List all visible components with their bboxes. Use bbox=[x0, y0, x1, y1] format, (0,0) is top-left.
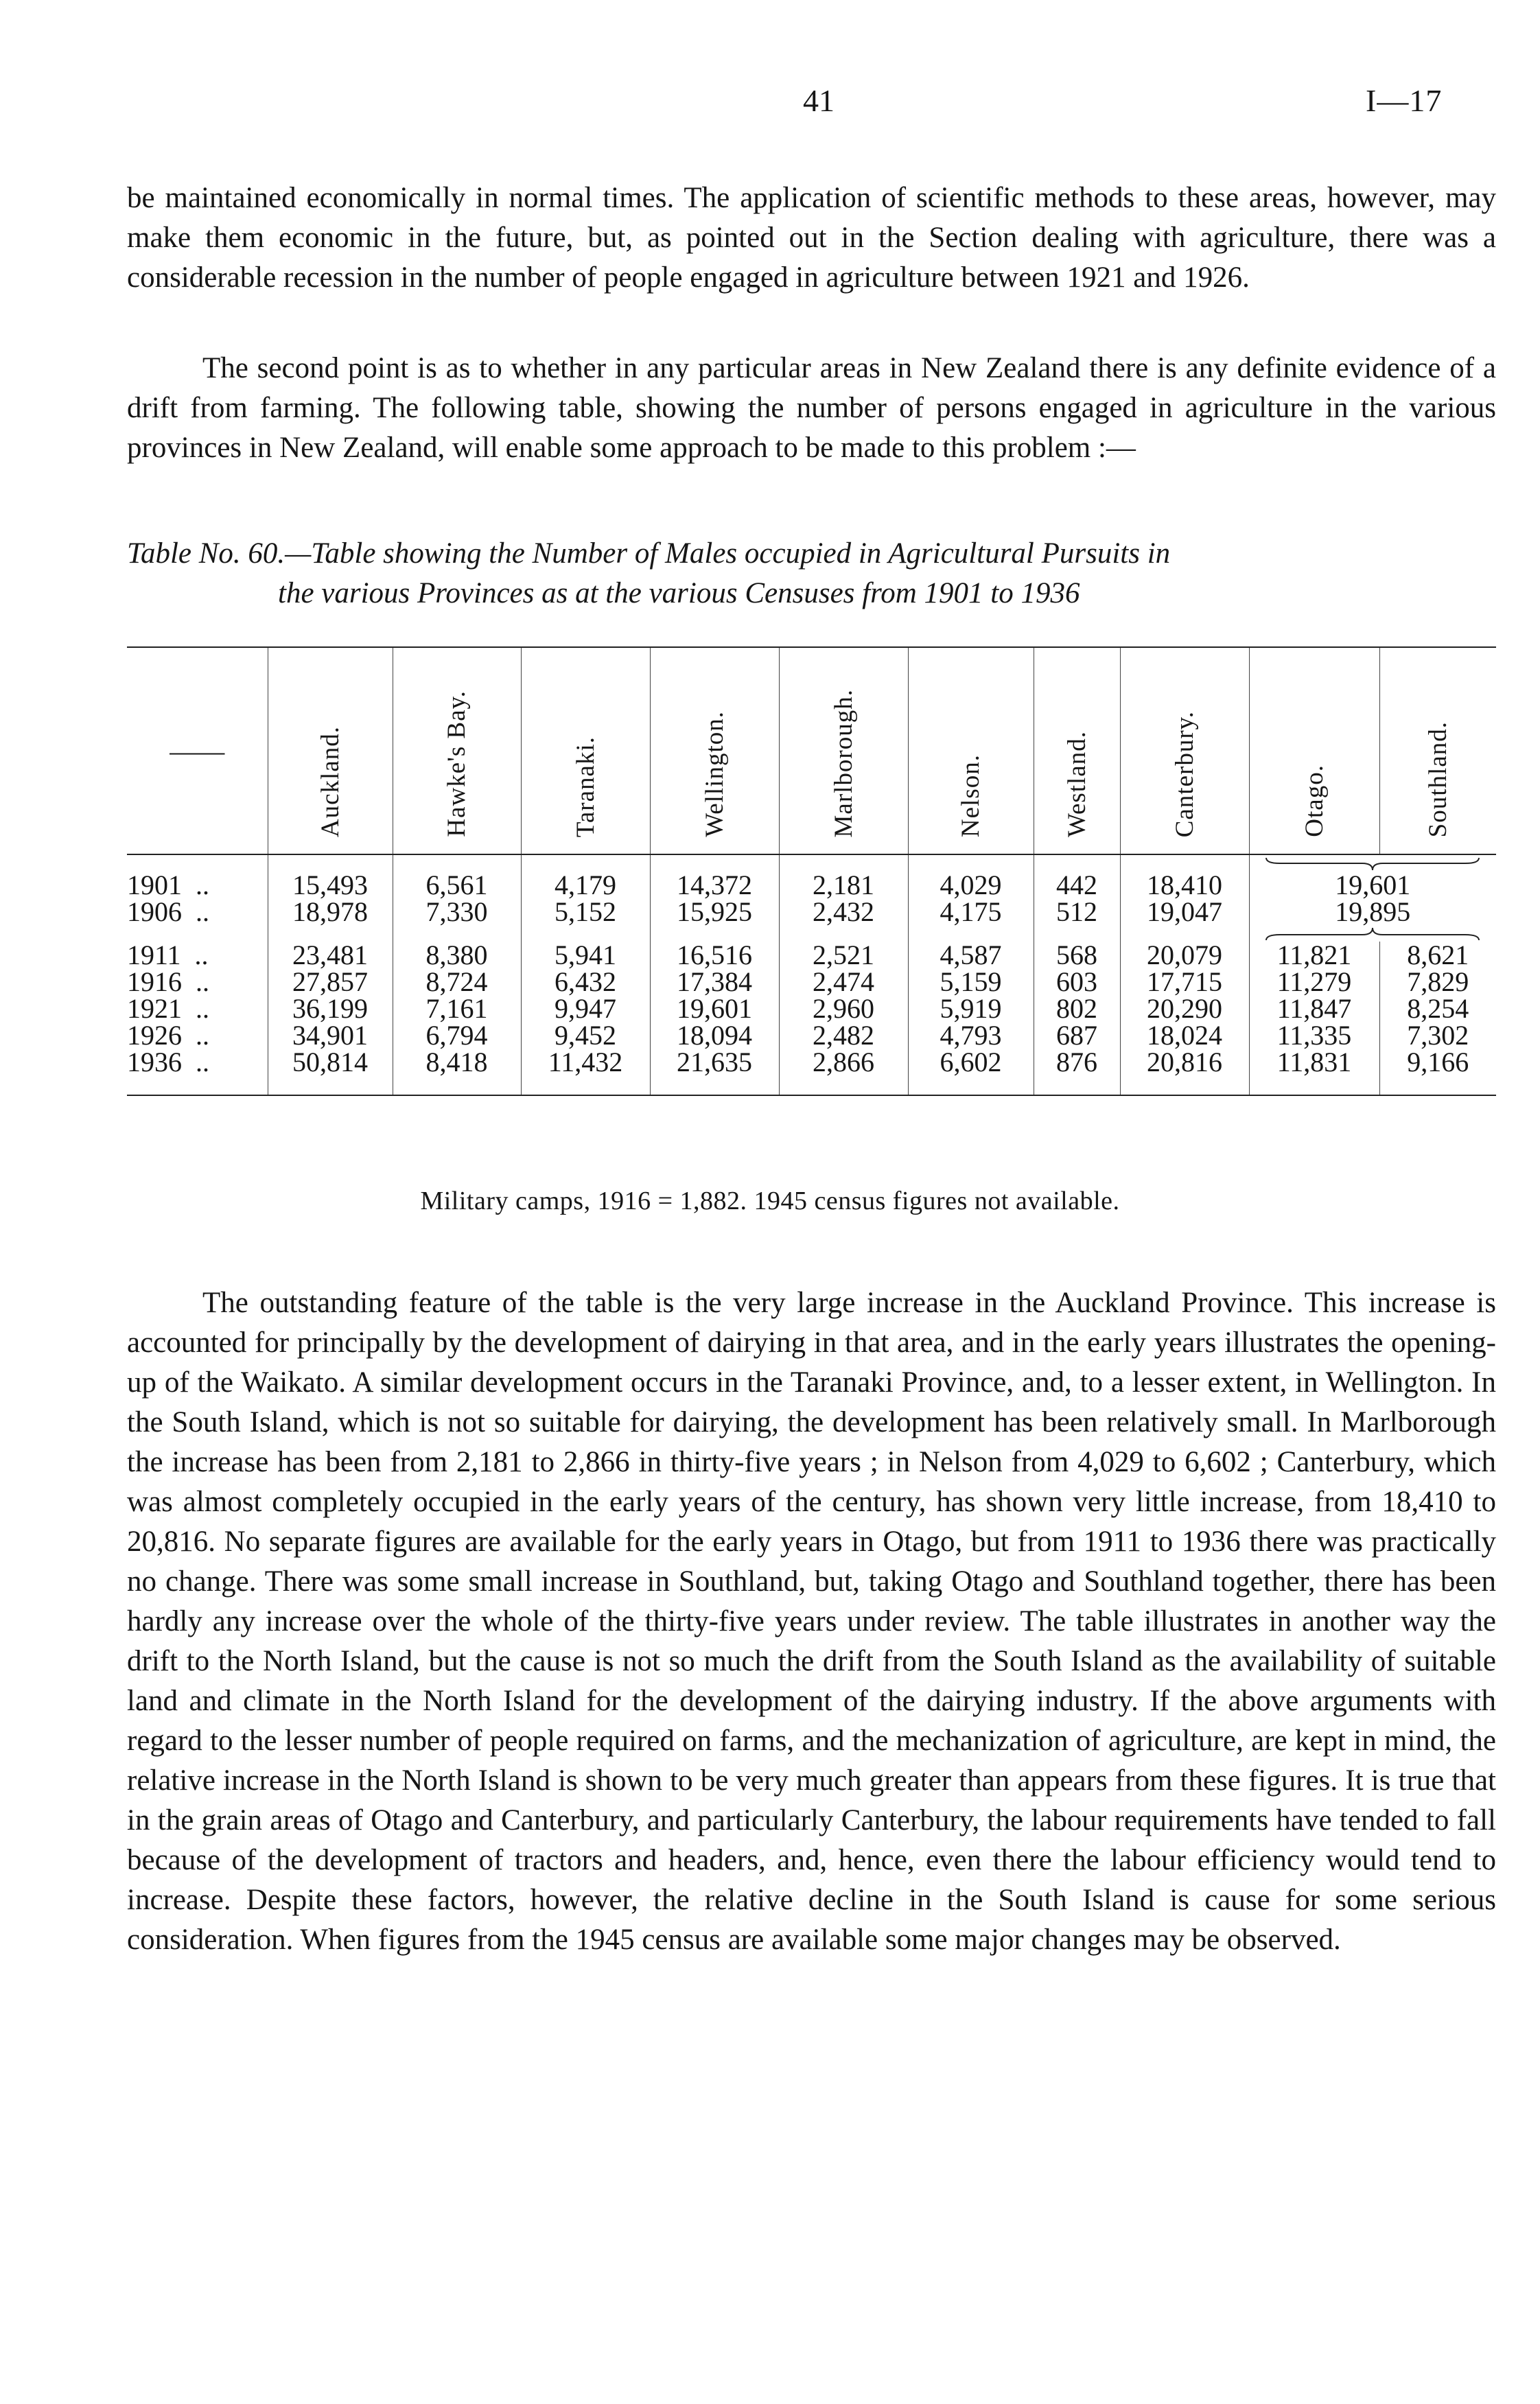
table-cell: 11,432 bbox=[521, 1049, 650, 1095]
year-cell: 1901 .. bbox=[127, 870, 209, 900]
column-header: Canterbury. bbox=[1120, 647, 1249, 854]
table-cell: 6,794 bbox=[393, 1022, 521, 1049]
table-caption bbox=[127, 534, 1496, 614]
year-cell: 1936 .. bbox=[127, 1047, 209, 1077]
caption-line-1: Table No. 60.—Table showing the Number of Males occupied in Agricultural Pursuits in bbox=[127, 537, 1171, 570]
table-cell: 18,410 bbox=[1120, 872, 1249, 898]
column-header: Southland. bbox=[1379, 647, 1496, 854]
table-cell: 802 bbox=[1034, 995, 1120, 1022]
column-header: Taranaki. bbox=[521, 647, 650, 854]
table-cell: 7,161 bbox=[393, 995, 521, 1022]
table-cell: 11,279 bbox=[1249, 968, 1379, 995]
table-cell: 18,978 bbox=[268, 898, 393, 925]
table-cell: 512 bbox=[1034, 898, 1120, 925]
table-cell: 8,621 bbox=[1379, 942, 1496, 968]
table-cell: 8,254 bbox=[1379, 995, 1496, 1022]
paragraph-2: The second point is as to whether in any particular areas in New Zealand there is any definite evidence of a drift from farming. The following table, showing the number of persons engaged in agriculture in the various provinces in New Zealand, will enable some approach to be made to this problem :— bbox=[127, 352, 1496, 464]
page-reference: I—17 bbox=[1366, 83, 1443, 118]
table-cell: 5,152 bbox=[521, 898, 650, 925]
table-row bbox=[127, 1049, 1496, 1095]
table-cell: 7,829 bbox=[1379, 968, 1496, 995]
table-header-row bbox=[127, 647, 1496, 854]
table-cell: 687 bbox=[1034, 1022, 1120, 1049]
year-cell: 1916 .. bbox=[127, 966, 209, 997]
table-cell: 4,587 bbox=[908, 942, 1034, 968]
paragraph-3: The outstanding feature of the table is the very large increase in the Auckland Province. This increase is accounted for principally by the development of dairying in that area, and in the early years illustrates the opening-up of the Waikato. A similar development occurs in the Taranaki Province, and, to a lesser extent, in Wellington. In the South Island, which is not so suitable for dairying, the development has been relatively small. In Marlborough the increase has been from 2,181 to 2,866 in thirty-five years ; in Nelson from 4,029 to 6,602 ; Canterbury, which was almost completely occupied in the early years of the century, has shown very little increase, from 18,410 to 20,816. No separate figures are available for the early years in Otago, but from 1911 to 1936 there was practically no change. There was some small increase in Southland, but, taking Otago and Southland together, there has been hardly any increase over the whole of the thirty-five years under review. The table illustrates in another way the drift to the North Island, but the cause is not so much the drift from the South Island as the availability of suitable land and climate in the North Island for the development of the dairying industry. If the above arguments with regard to the lesser number of people required on farms, and the mechanization of agriculture, are kept in mind, the relative increase in the North Island is shown to be very much greater than appears from these figures. It is true that in the grain areas of Otago and Canterbury, and particularly Canterbury, the labour requirements have tended to fall because of the development of tractors and headers, and, hence, even there the labour efficiency would tend to increase. Despite these factors, however, the relative decline in the South Island is cause for some serious consideration. When figures from the 1945 census are available some major changes may be observed. bbox=[127, 1287, 1496, 1956]
table-cell: 4,029 bbox=[908, 872, 1034, 898]
table-footnote: Military camps, 1916 = 1,882. 1945 census figures not available. bbox=[420, 1187, 1120, 1215]
table-row bbox=[127, 995, 1496, 1022]
table-cell: 8,724 bbox=[393, 968, 521, 995]
column-header: Wellington. bbox=[650, 647, 779, 854]
table-cell: 5,159 bbox=[908, 968, 1034, 995]
table-cell: 27,857 bbox=[268, 968, 393, 995]
year-cell: 1911 .. bbox=[127, 940, 209, 970]
table-cell: 11,335 bbox=[1249, 1022, 1379, 1049]
column-header: Marlborough. bbox=[779, 647, 908, 854]
table-cell: 2,521 bbox=[779, 942, 908, 968]
table-cell: 4,179 bbox=[521, 872, 650, 898]
table-cell: 5,919 bbox=[908, 995, 1034, 1022]
table-cell: 603 bbox=[1034, 968, 1120, 995]
table-cell: 876 bbox=[1034, 1049, 1120, 1095]
table-cell: 6,561 bbox=[393, 872, 521, 898]
table-cell: 9,452 bbox=[521, 1022, 650, 1049]
table-cell: 2,432 bbox=[779, 898, 908, 925]
table-cell: 18,094 bbox=[650, 1022, 779, 1049]
table-cell: 442 bbox=[1034, 872, 1120, 898]
table-cell: 20,290 bbox=[1120, 995, 1249, 1022]
year-cell: 1926 .. bbox=[127, 1020, 209, 1051]
table-row bbox=[127, 1022, 1496, 1049]
caption-line-2: the various Provinces as at the various Censuses from 1901 to 1936 bbox=[278, 577, 1080, 609]
table-cell: 15,493 bbox=[268, 872, 393, 898]
table-cell: 5,941 bbox=[521, 942, 650, 968]
table-cell: 7,302 bbox=[1379, 1022, 1496, 1049]
table-cell: 9,947 bbox=[521, 995, 650, 1022]
table-cell: 11,831 bbox=[1249, 1049, 1379, 1095]
otago-southland-combined: 19,895 bbox=[1249, 898, 1496, 925]
table-cell: 36,199 bbox=[268, 995, 393, 1022]
table-cell: 4,793 bbox=[908, 1022, 1034, 1049]
table-cell: 15,925 bbox=[650, 898, 779, 925]
table-row bbox=[127, 942, 1496, 968]
table-cell: 19,601 bbox=[650, 995, 779, 1022]
column-header: Otago. bbox=[1249, 647, 1379, 854]
table-cell: 20,079 bbox=[1120, 942, 1249, 968]
table-cell: 17,384 bbox=[650, 968, 779, 995]
year-cell: 1906 .. bbox=[127, 896, 209, 927]
table-cell: 11,821 bbox=[1249, 942, 1379, 968]
table-cell: 34,901 bbox=[268, 1022, 393, 1049]
column-header: Westland. bbox=[1034, 647, 1120, 854]
census-table bbox=[127, 646, 1496, 1096]
table-row bbox=[127, 898, 1496, 925]
table-cell: 16,516 bbox=[650, 942, 779, 968]
table-cell: 18,024 bbox=[1120, 1022, 1249, 1049]
year-column-header: —— bbox=[127, 647, 268, 854]
table-cell: 14,372 bbox=[650, 872, 779, 898]
year-cell: 1921 .. bbox=[127, 993, 209, 1024]
table-cell: 19,047 bbox=[1120, 898, 1249, 925]
paragraph-1: be maintained economically in normal times. The application of scientific methods to these areas, however, may make them economic in the future, but, as pointed out in the Section dealing with agriculture, there was a considerable recession in the number of people engaged in agriculture between 1921 and 1926. bbox=[127, 182, 1496, 294]
table-cell: 50,814 bbox=[268, 1049, 393, 1095]
table-cell: 7,330 bbox=[393, 898, 521, 925]
table-cell: 2,474 bbox=[779, 968, 908, 995]
table-cell: 2,482 bbox=[779, 1022, 908, 1049]
table-cell: 9,166 bbox=[1379, 1049, 1496, 1095]
otago-southland-combined: 19,601 bbox=[1249, 872, 1496, 898]
table-cell: 6,432 bbox=[521, 968, 650, 995]
table-cell: 21,635 bbox=[650, 1049, 779, 1095]
table-cell: 568 bbox=[1034, 942, 1120, 968]
table-cell: 6,602 bbox=[908, 1049, 1034, 1095]
table-cell: 2,960 bbox=[779, 995, 908, 1022]
table-cell: 8,418 bbox=[393, 1049, 521, 1095]
table-row bbox=[127, 968, 1496, 995]
table-cell: 4,175 bbox=[908, 898, 1034, 925]
table-cell: 20,816 bbox=[1120, 1049, 1249, 1095]
column-header: Auckland. bbox=[268, 647, 393, 854]
table-cell: 2,866 bbox=[779, 1049, 908, 1095]
column-header: Nelson. bbox=[908, 647, 1034, 854]
table-cell: 17,715 bbox=[1120, 968, 1249, 995]
table-cell: 23,481 bbox=[268, 942, 393, 968]
table-cell: 8,380 bbox=[393, 942, 521, 968]
table-row bbox=[127, 872, 1496, 898]
table-cell: 11,847 bbox=[1249, 995, 1379, 1022]
table-cell: 2,181 bbox=[779, 872, 908, 898]
page-number: 41 bbox=[803, 83, 835, 118]
column-header: Hawke's Bay. bbox=[393, 647, 521, 854]
